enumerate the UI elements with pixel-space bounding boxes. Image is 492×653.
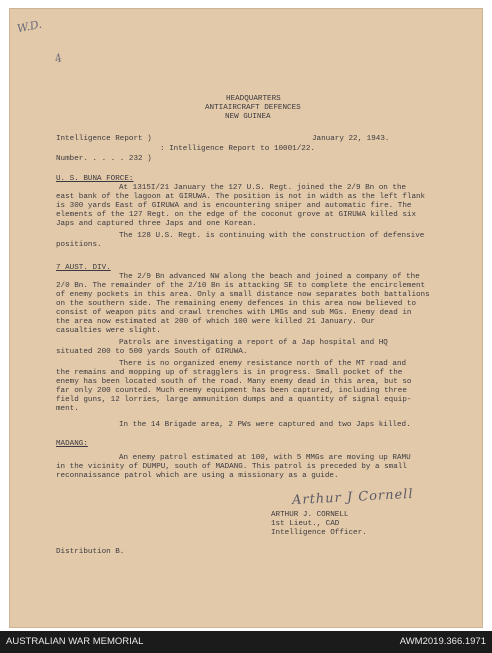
header-line-2: ANTIAIRCRAFT DEFENCES bbox=[205, 104, 301, 112]
aust-line: The 2/9 Bn advanced NW along the beach and joined a company of the bbox=[119, 273, 420, 281]
report-number: Number. . . . . 232 ) bbox=[56, 155, 152, 163]
madang-line: in the vicinity of DUMPU, south of MADANG. This patrol is preceded by a small bbox=[56, 463, 407, 471]
header-line-3: NEW GUINEA bbox=[225, 113, 271, 121]
archive-footer-bar bbox=[0, 631, 492, 653]
buna-line: is 300 yards East of GIRUWA and is encountering sniper and automatic fire. The bbox=[56, 202, 412, 210]
signatory-rank: 1st Lieut., CAD bbox=[271, 520, 340, 528]
header-line-1: HEADQUARTERS bbox=[226, 95, 281, 103]
aust-line: enemy has been located south of the road. Many enemy dead in this area, but so bbox=[56, 378, 412, 386]
buna-line: elements of the 127 Regt. on the edge of the coconut grove at GIRUWA killed six bbox=[56, 211, 417, 219]
buna-line: positions. bbox=[56, 241, 102, 249]
aust-line: field guns, 12 lorries, large ammunition dumps and a quantity of signal equip- bbox=[56, 396, 412, 404]
archive-name: AUSTRALIAN WAR MEMORIAL bbox=[6, 636, 144, 647]
buna-line: The 128 U.S. Regt. is continuing with the construction of defensive bbox=[119, 232, 425, 240]
aust-line: There is no organized enemy resistance north of the MT road and bbox=[119, 360, 407, 368]
aust-line: on the southern side. The remaining enemy defences in this area now believed to bbox=[56, 300, 417, 308]
report-label: Intelligence Report ) bbox=[56, 135, 152, 143]
handwritten-mark: 4 bbox=[52, 51, 65, 66]
madang-line: An enemy patrol estimated at 100, with 5 MMGs are moving up RAMU bbox=[119, 454, 411, 462]
section-heading-madang: MADANG: bbox=[56, 440, 88, 448]
aust-line: the area now estimated at 200 of which 100 were killed 21 January. Our bbox=[56, 318, 375, 326]
aust-line: 2/0 Bn. The remainder of the 2/10 Bn is attacking SE to complete the encirclement bbox=[56, 282, 426, 290]
section-heading-buna: U. S. BUNA FORCE: bbox=[56, 175, 134, 183]
buna-line: At 1315I/21 January the 127 U.S. Regt. joined the 2/9 Bn on the bbox=[119, 184, 407, 192]
aust-line: Patrols are investigating a report of a Jap hospital and HQ bbox=[119, 339, 388, 347]
aust-line: situated 200 to 500 yards South of GIRUWA. bbox=[56, 348, 248, 356]
signatory-name: ARTHUR J. CORNELL bbox=[271, 511, 349, 519]
aust-line: the remains and mopping up of stragglers is in progress. Small pocket of the bbox=[56, 369, 403, 377]
aust-line: far only 200 counted. Much enemy equipment has been captured, including three bbox=[56, 387, 407, 395]
buna-line: east bank of the lagoon at GIRUWA. The position is not in width as the left flank bbox=[56, 193, 426, 201]
distribution-line: Distribution B. bbox=[56, 548, 125, 556]
buna-line: Japs and captured three Japs and one Korean. bbox=[56, 220, 257, 228]
aust-line: of enemy pockets in this area. Only a small distance now separates both battalions bbox=[56, 291, 430, 299]
handwritten-corner-note: W.D. bbox=[15, 17, 43, 36]
report-subject: : Intelligence Report to 10001/22. bbox=[160, 145, 315, 153]
signature-scrawl: Arthur J Cornell bbox=[291, 486, 414, 509]
aust-line: consist of weapon pits and crawl trenches with LMGs and sub MGs. Enemy dead in bbox=[56, 309, 412, 317]
madang-line: reconnaissance patrol which are using a missionary as a guide. bbox=[56, 472, 339, 480]
archive-reference-id: AWM2019.366.1971 bbox=[399, 636, 486, 647]
aust-line: casualties were slight. bbox=[56, 327, 161, 335]
aust-line: In the 14 Brigade area, 2 PWs were captured and two Japs killed. bbox=[119, 421, 411, 429]
section-heading-aust: 7 AUST. DIV. bbox=[56, 264, 111, 272]
aust-line: ment. bbox=[56, 405, 79, 413]
report-date: January 22, 1943. bbox=[312, 135, 390, 143]
signatory-title: Intelligence Officer. bbox=[271, 529, 367, 537]
